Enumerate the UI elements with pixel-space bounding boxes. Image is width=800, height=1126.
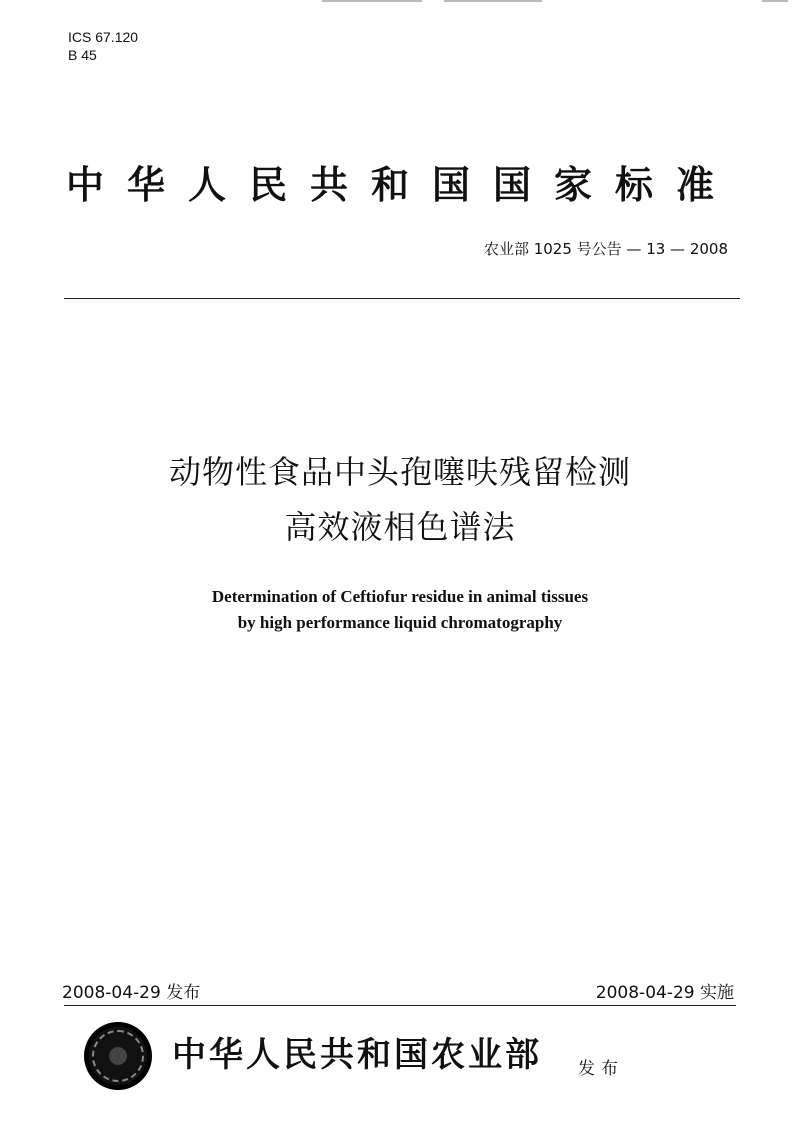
document-title-en-line2: by high performance liquid chromatography (237, 613, 563, 632)
seal-ring (92, 1030, 144, 1082)
divider (64, 298, 740, 299)
document-title-cn-line2: 高效液相色谱法 (284, 508, 516, 546)
ics-code: ICS 67.120 (68, 29, 139, 45)
implementation-date: 2008-04-29 实施 (595, 983, 734, 1003)
classification-codes (68, 28, 138, 64)
category-code: B 45 (68, 47, 97, 63)
issuing-authority: 中华人民共和国农业部 (172, 1035, 542, 1075)
issue-date: 2008-04-29 发布 (62, 983, 201, 1003)
national-standard-heading: 中华人民共和国国家标准 (66, 163, 738, 207)
scan-artifact-line (322, 0, 422, 2)
scan-artifact-line (444, 0, 542, 2)
scan-artifact-line (762, 0, 788, 2)
issue-label: 发布 (578, 1059, 624, 1079)
document-title-en-line1: Determination of Ceftiofur residue in animal tissues (211, 587, 589, 606)
standard-number: 农业部 1025 号公告 — 13 — 2008 (483, 240, 728, 258)
document-title-cn-line1: 动物性食品中头孢噻呋残留检测 (168, 453, 631, 491)
divider (64, 1005, 736, 1006)
